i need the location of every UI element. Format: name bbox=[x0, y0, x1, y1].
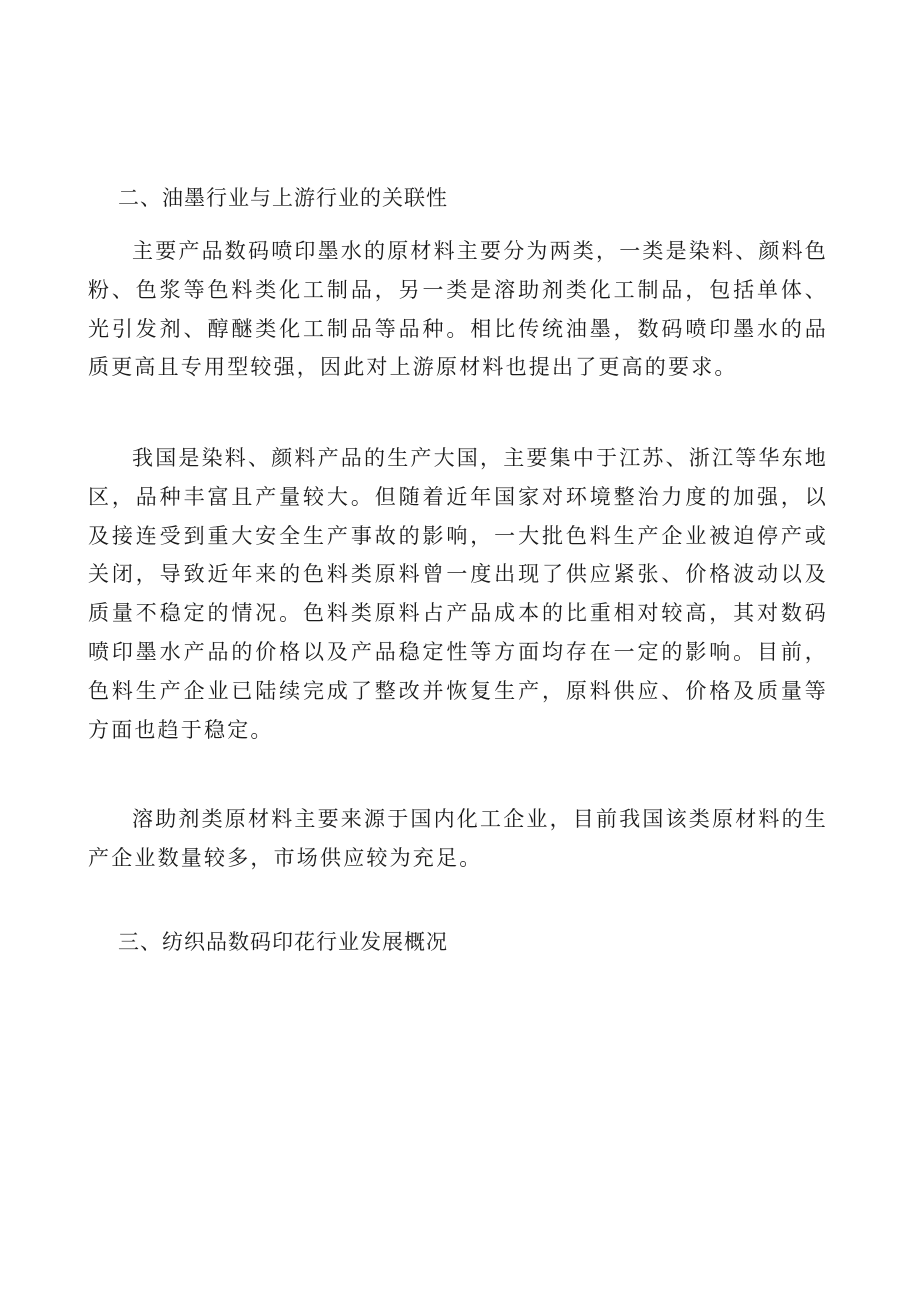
paragraph-solvent-additives: 溶助剂类原材料主要来源于国内化工企业，目前我国该类原材料的生产企业数量较多，市场供应较为充足。 bbox=[88, 807, 828, 870]
paragraph-dye-pigment-production: 我国是染料、颜料产品的生产大国，主要集中于江苏、浙江等华东地区，品种丰富且产量较大。但随着近年国家对环境整治力度的加强，以及接连受到重大安全生产事故的影响，一大批色料生产企业被迫停产或关闭，导致近年来的色料类原料曾一度出现了供应紧张、价格波动以及质量不稳定的情况。色料类原料占产品成本的比重相对较高，其对数码喷印墨水产品的价格以及产品稳定性等方面均存在一定的影响。目前，色料生产企业已陆续完成了整改并恢复生产，原料供应、价格及质量等方面也趋于稳定。 bbox=[88, 446, 828, 742]
section-heading-upstream-relation: 二、油墨行业与上游行业的关联性 bbox=[118, 186, 448, 210]
paragraph-raw-materials: 主要产品数码喷印墨水的原材料主要分为两类，一类是染料、颜料色粉、色浆等色料类化工制品，另一类是溶助剂类化工制品，包括单体、光引发剂、醇醚类化工制品等品种。相比传统油墨，数码喷印墨水的品质更高且专用型较强，因此对上游原材料也提出了更高的要求。 bbox=[88, 239, 828, 380]
section-heading-textile-printing: 三、纺织品数码印花行业发展概况 bbox=[118, 930, 448, 954]
